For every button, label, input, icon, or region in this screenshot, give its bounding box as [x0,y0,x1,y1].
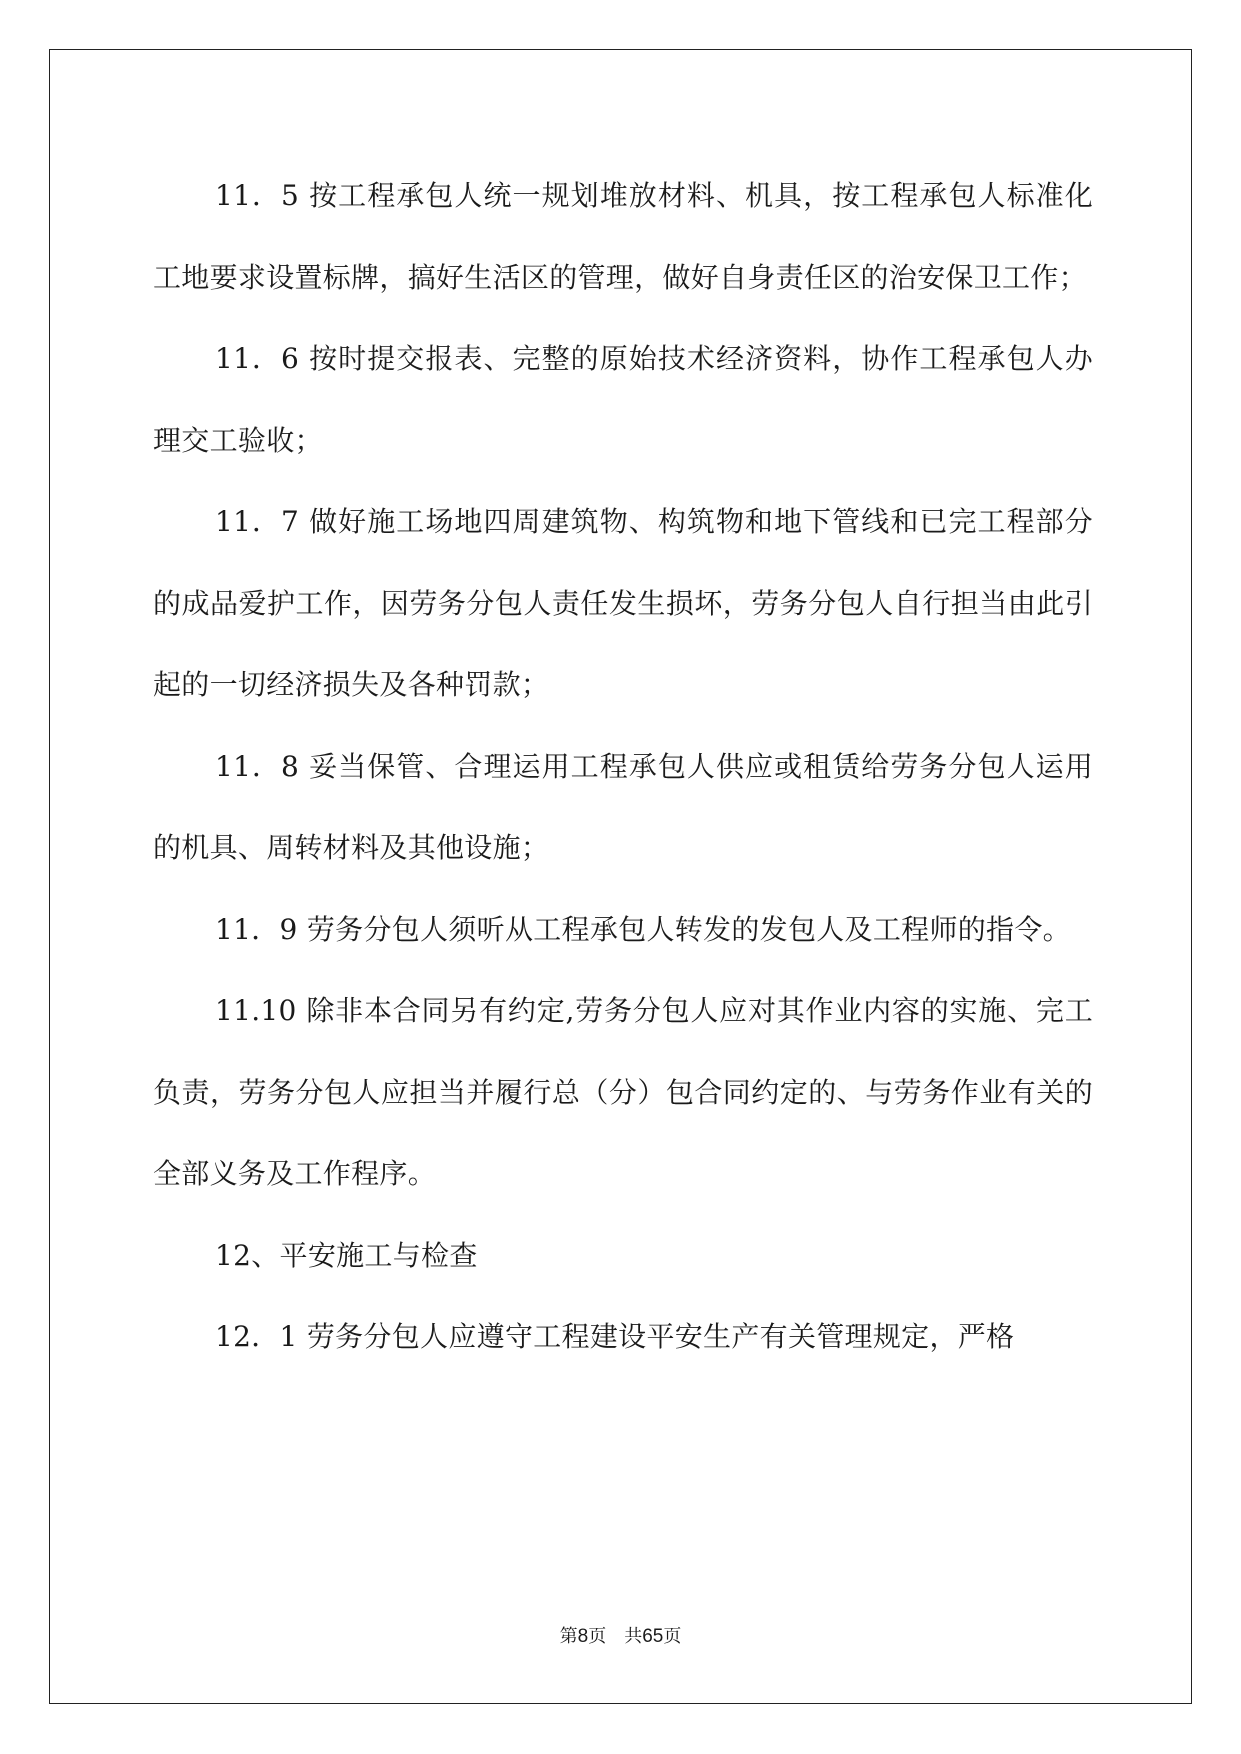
paragraph-11-9: 11．9 劳务分包人须听从工程承包人转发的发包人及工程师的指令。 [215,912,1071,946]
paragraph-11-5: 11．5 按工程承包人统一规划堆放材料、机具，按工程承包人标准化工地要求设置标牌，搞好生活区的管理，做好自身责任区的治安保卫工作； [153,179,1093,294]
document-body [153,155,1093,1378]
footer-page-number: 8 [577,1626,589,1647]
section-heading-12: 12、平安施工与检查 [215,1238,478,1272]
footer-prefix: 第 [559,1626,578,1647]
paragraph-11-10: 11.10 除非本合同另有约定,劳务分包人应对其作业内容的实施、完工负责，劳务分包人应担当并履行总（分）包合同约定的、与劳务作业有关的全部义务及工作程序。 [153,994,1093,1190]
footer-suffix: 页 [663,1626,682,1647]
paragraph-11-7: 11．7 做好施工场地四周建筑物、构筑物和地下管线和已完工程部分的成品爱护工作，因劳务分包人责任发生损坏，劳务分包人自行担当由此引起的一切经济损失及各种罚款； [153,505,1093,701]
paragraph-11-8: 11．8 妥当保管、合理运用工程承包人供应或租赁给劳务分包人运用的机具、周转材料及其他设施； [153,749,1093,864]
paragraph-12-1: 12．1 劳务分包人应遵守工程建设平安生产有关管理规定，严格 [215,1320,1015,1353]
footer-total-pages: 65 [642,1626,664,1647]
page-footer [0,1622,1241,1648]
paragraph-11-6: 11．6 按时提交报表、完整的原始技术经济资料，协作工程承包人办理交工验收； [153,342,1093,457]
footer-middle: 页 共 [588,1626,643,1647]
